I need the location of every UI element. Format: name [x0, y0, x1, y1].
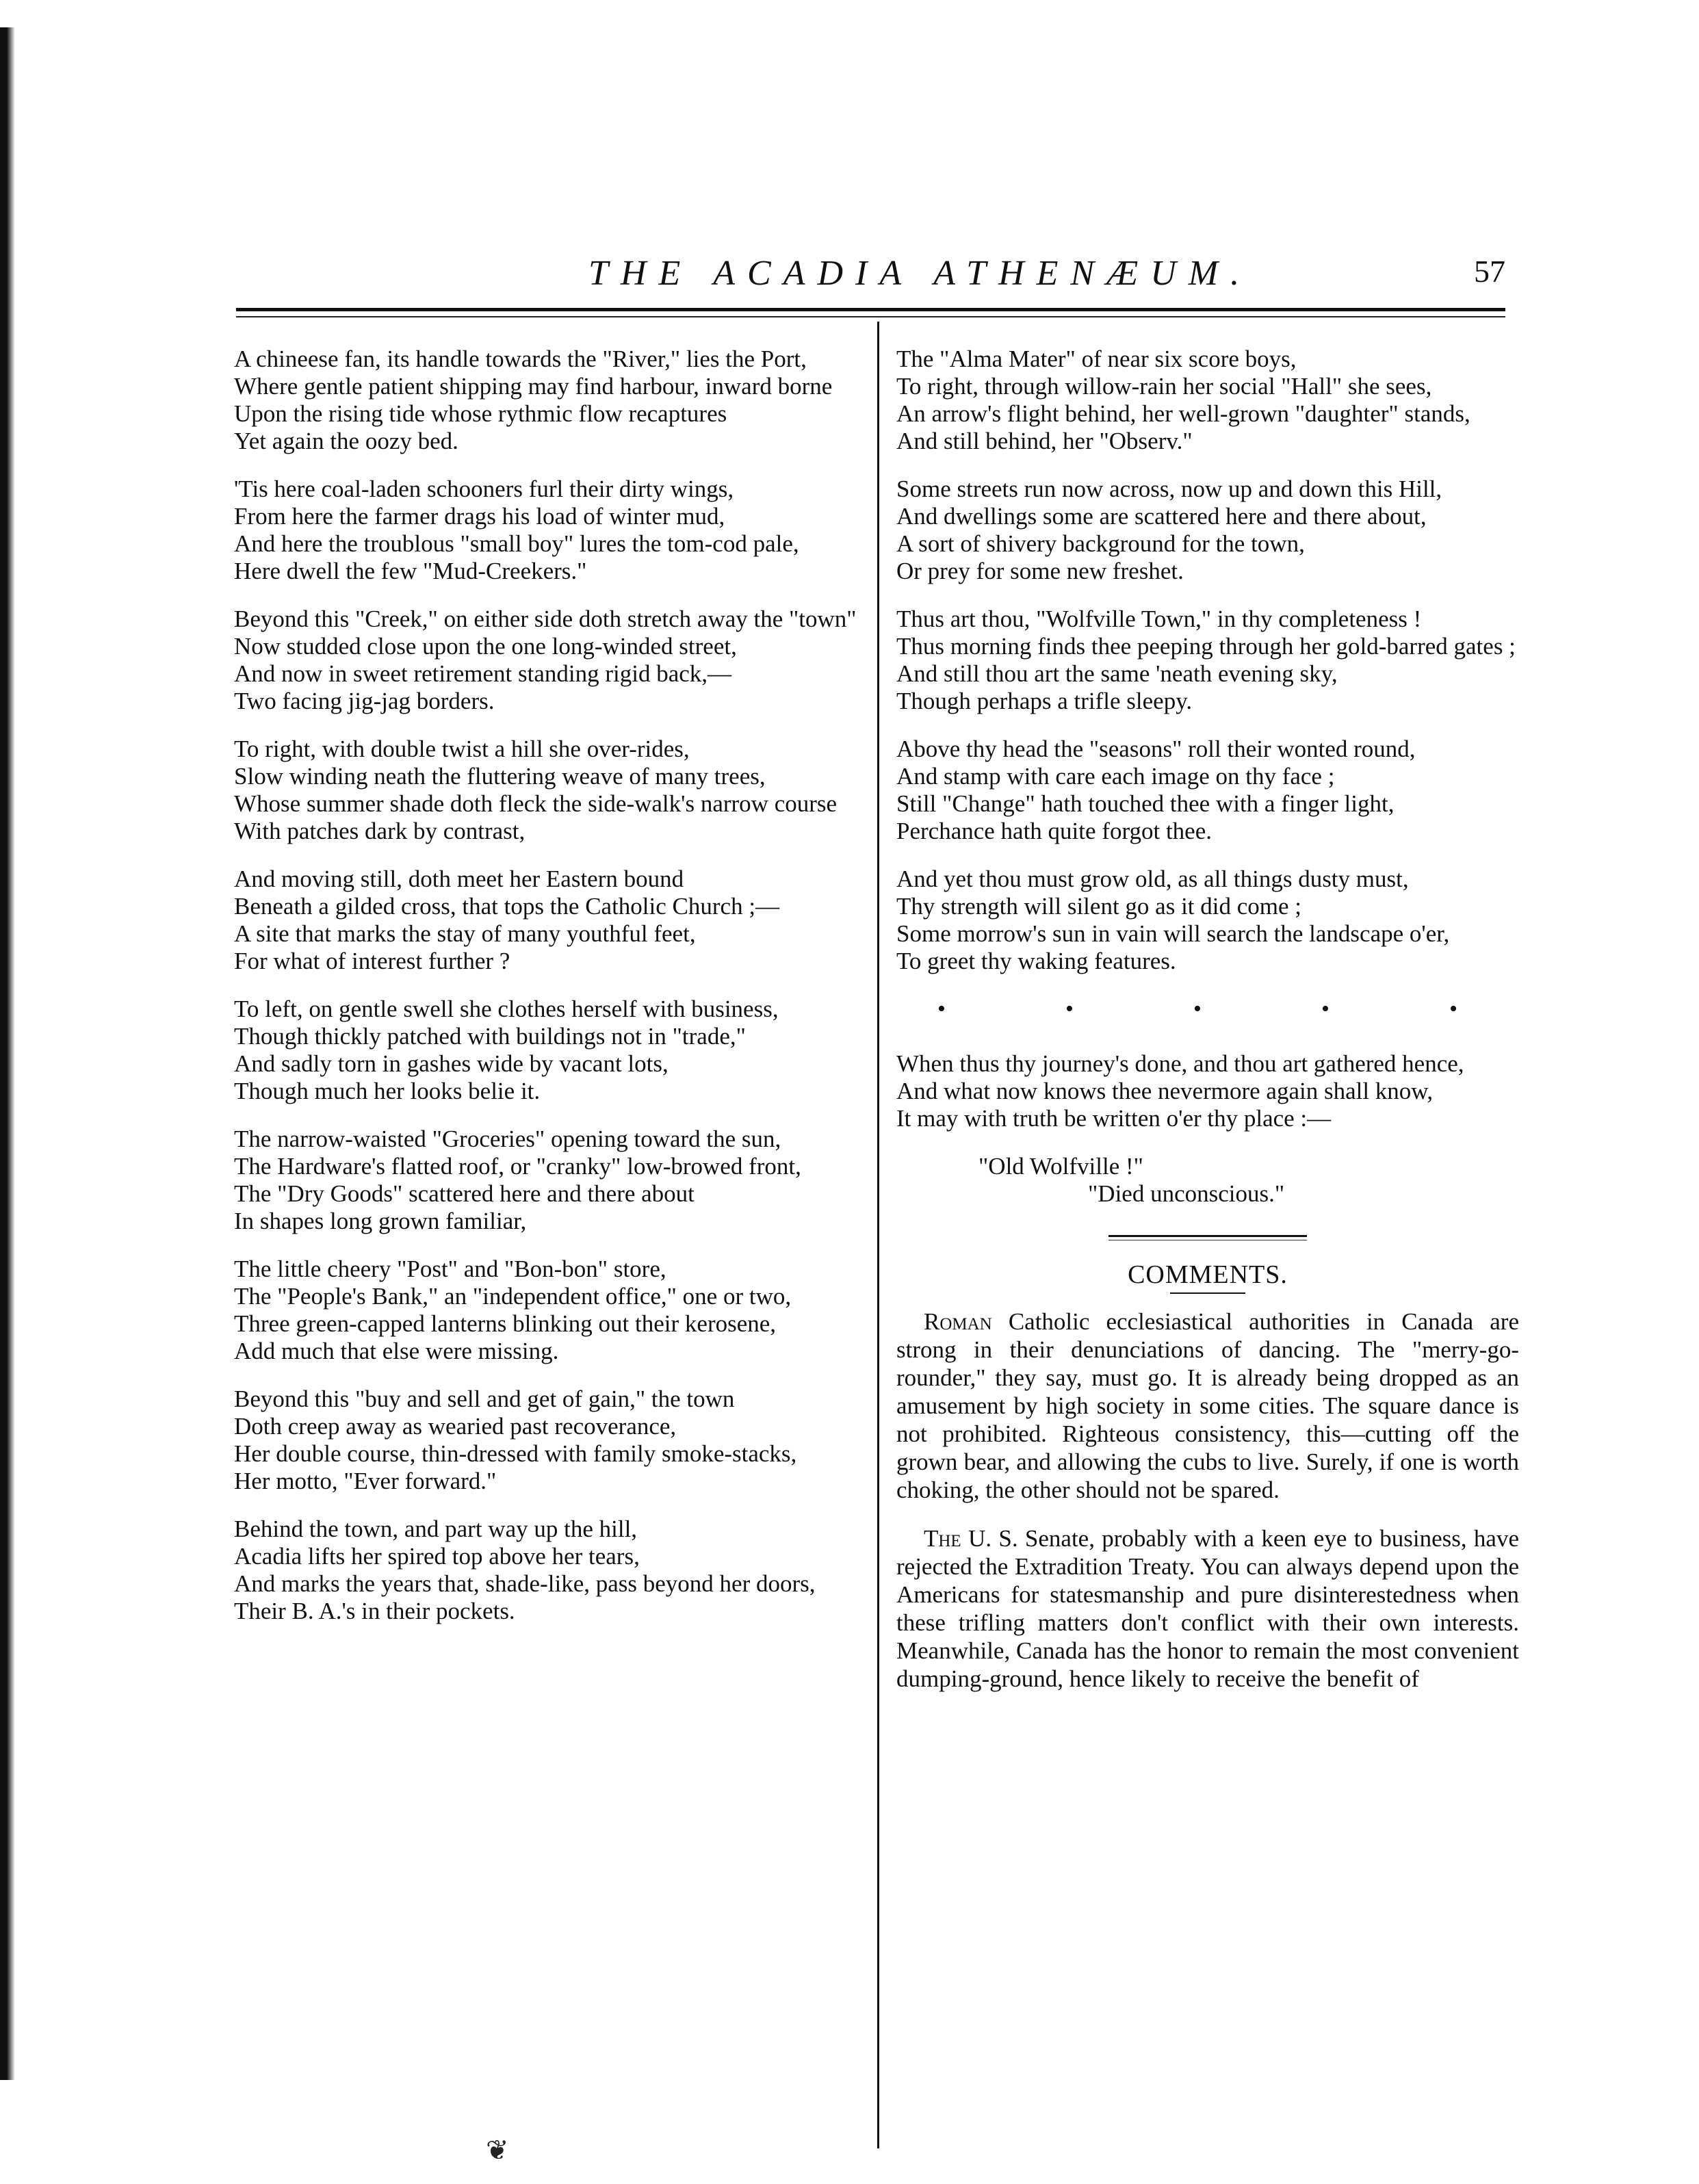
- comment-paragraph-1: [896, 1308, 1519, 1504]
- poem-line: Upon the rising tide whose rythmic flow recaptures: [234, 400, 727, 427]
- poem-stanza: [896, 736, 1519, 845]
- poem-stanza: [234, 866, 857, 975]
- poem-line: Thy strength will silent go as it did come ;: [896, 893, 1302, 920]
- poem-line: Thus morning finds thee peeping through her gold-barred gates ;: [896, 633, 1516, 660]
- poem-line: Doth creep away as wearied past recoverance,: [234, 1413, 677, 1440]
- poem-line: Acadia lifts her spired top above her tears,: [234, 1543, 640, 1570]
- poem-line: Perchance hath quite forgot thee.: [896, 818, 1212, 844]
- poem-line: And here the troublous "small boy" lures the tom-cod pale,: [234, 530, 799, 557]
- header-rule: [236, 308, 1505, 311]
- poem-line: The "Dry Goods" scattered here and there about: [234, 1180, 695, 1207]
- poem-line: Three green-capped lanterns blinking out their kerosene,: [234, 1310, 777, 1337]
- printer-ornament-icon: ❦: [486, 2135, 509, 2166]
- poem-line: To left, on gentle swell she clothes herself with business,: [234, 996, 779, 1022]
- running-title: THE ACADIA ATHENÆUM.: [588, 254, 1252, 293]
- comment-1-body: Catholic ecclesiastical authorities in Canada are strong in their denunciations of dancing. The "merry-go-rounder," they say, must go. It is already being dropped as an amusement by high society in some cities. The square dance is not prohibited. Righteous consistency, this—cutting off the grown bear, and allowing the cubs to live. Surely, if one is worth choking, the other should not be spared.: [896, 1308, 1519, 1503]
- poem-epitaph-line-1: "Old Wolfville !": [978, 1153, 1143, 1180]
- header-rule-thin: [236, 316, 1505, 317]
- poem-line: And dwellings some are scattered here and there about,: [896, 503, 1427, 530]
- page-number: 57: [1474, 254, 1505, 289]
- poem-line: Beyond this "buy and sell and get of gain," the town: [234, 1386, 735, 1412]
- comments-heading: COMMENTS.: [1128, 1260, 1288, 1289]
- poem-line: To right, through willow-rain her social "Hall" she sees,: [896, 373, 1432, 400]
- star-ornament: •: [1065, 996, 1074, 1022]
- poem-line: The Hardware's flatted roof, or "cranky" low-browed front,: [234, 1153, 801, 1180]
- poem-stanza: [896, 866, 1519, 975]
- poem-stanza: [234, 1256, 857, 1365]
- poem-line: Beneath a gilded cross, that tops the Catholic Church ;—: [234, 893, 780, 920]
- comment-2-body: U. S. Senate, probably with a keen eye to business, have rejected the Extradition Treaty. You can always depend upon the Americans for statesmanship and pure disinterestedness when these trifling matters don't conflict with their own interests. Meanwhile, Canada has the honor to remain the most convenient dumping-ground, hence likely to receive the benefit of: [896, 1525, 1519, 1692]
- poem-line: Yet again the oozy bed.: [234, 428, 458, 454]
- poem-line: From here the farmer drags his load of winter mud,: [234, 503, 725, 530]
- poem-stanza: [234, 736, 857, 845]
- poem-stanza: [896, 346, 1519, 455]
- poem-line: Some streets run now across, now up and down this Hill,: [896, 476, 1442, 502]
- poem-line: And still thou art the same 'neath evening sky,: [896, 660, 1338, 687]
- star-ornament: •: [1321, 996, 1330, 1022]
- poem-line: Or prey for some new freshet.: [896, 558, 1184, 584]
- poem-line: Her motto, "Ever forward.": [234, 1468, 497, 1494]
- poem-stanza: [234, 996, 857, 1105]
- poem-line: And still behind, her "Observ.": [896, 428, 1193, 454]
- comment-paragraph-2: [896, 1524, 1519, 1693]
- poem-line: And yet thou must grow old, as all things dusty must,: [896, 866, 1409, 892]
- poem-line: Here dwell the few "Mud-Creekers.": [234, 558, 587, 584]
- poem-epitaph-line-2: "Died unconscious.": [1088, 1180, 1285, 1207]
- poem-line: A sort of shivery background for the town,: [896, 530, 1305, 557]
- poem-stanza: [234, 1126, 857, 1235]
- poem-line: And now in sweet retirement standing rigid back,—: [234, 660, 732, 687]
- poem-line: Above thy head the "seasons" roll their wonted round,: [896, 736, 1416, 762]
- poem-stanza: [234, 346, 857, 455]
- page-header: [236, 253, 1505, 301]
- poem-line: Thus art thou, "Wolfville Town," in thy completeness !: [896, 606, 1422, 632]
- poem-line: To greet thy waking features.: [896, 948, 1176, 974]
- comments-heading-rule: [1170, 1292, 1245, 1294]
- poem-stanza: [234, 1516, 857, 1625]
- poem-line: Two facing jig-jag borders.: [234, 688, 495, 714]
- poem-line: Slow winding neath the fluttering weave of many trees,: [234, 763, 766, 790]
- poem-stanza: [896, 476, 1519, 585]
- poem-line: In shapes long grown familiar,: [234, 1208, 527, 1234]
- poem-line: And what now knows thee nevermore again shall know,: [896, 1078, 1434, 1104]
- poem-line: With patches dark by contrast,: [234, 818, 526, 844]
- left-column: [234, 346, 857, 1646]
- poem-line: Whose summer shade doth fleck the side-walk's narrow course: [234, 790, 838, 817]
- poem-line: And moving still, doth meet her Eastern bound: [234, 866, 684, 892]
- poem-line: Though thickly patched with buildings not in "trade,": [234, 1023, 746, 1050]
- poem-line: And sadly torn in gashes wide by vacant lots,: [234, 1050, 669, 1077]
- poem-line: Her double course, thin-dressed with family smoke-stacks,: [234, 1440, 797, 1467]
- poem-line: Beyond this "Creek," on either side doth stretch away the "town": [234, 606, 857, 632]
- poem-line: Now studded close upon the one long-winded street,: [234, 633, 737, 660]
- comment-2-lead: The: [924, 1525, 961, 1552]
- star-ornament: •: [1193, 996, 1202, 1022]
- poem-line: When thus thy journey's done, and thou art gathered hence,: [896, 1050, 1464, 1077]
- section-rule: [1108, 1235, 1307, 1237]
- poem-line: Though much her looks belie it.: [234, 1078, 541, 1104]
- poem-continuation: [896, 346, 1519, 975]
- poem-line: Add much that else were missing.: [234, 1338, 559, 1364]
- poem-line: The little cheery "Post" and "Bon-bon" store,: [234, 1256, 666, 1282]
- poem-line: And marks the years that, shade-like, pass beyond her doors,: [234, 1570, 816, 1597]
- poem-line: 'Tis here coal-laden schooners furl their dirty wings,: [234, 476, 734, 502]
- poem-line: Behind the town, and part way up the hill,: [234, 1516, 638, 1542]
- poem-line: For what of interest further ?: [234, 948, 510, 974]
- column-divider: [877, 322, 879, 2148]
- star-ornament: •: [937, 996, 946, 1022]
- poem-stanza: [234, 606, 857, 715]
- poem-line: The "People's Bank," an "independent office," one or two,: [234, 1283, 792, 1310]
- poem-line: A chineese fan, its handle towards the "River," lies the Port,: [234, 346, 807, 372]
- poem-stanza: [234, 476, 857, 585]
- poem-line: The "Alma Mater" of near six score boys,: [896, 346, 1297, 372]
- poem-line: Where gentle patient shipping may find harbour, inward borne: [234, 373, 833, 400]
- poem-line: Some morrow's sun in vain will search the landscape o'er,: [896, 920, 1450, 947]
- star-ornament: •: [1449, 996, 1457, 1022]
- poem-line: The narrow-waisted "Groceries" opening toward the sun,: [234, 1126, 781, 1152]
- section-break-stars: [937, 996, 1457, 1023]
- poem-line: And stamp with care each image on thy face ;: [896, 763, 1335, 790]
- poem-stanza: [896, 606, 1519, 715]
- poem-line: Still "Change" hath touched thee with a finger light,: [896, 790, 1395, 817]
- poem-line: Their B. A.'s in their pockets.: [234, 1598, 515, 1624]
- poem-line: Though perhaps a trifle sleepy.: [896, 688, 1193, 714]
- poem-stanza: [234, 1386, 857, 1495]
- poem-line: To right, with double twist a hill she over-rides,: [234, 736, 690, 762]
- poem-final-stanza: [896, 1050, 1519, 1132]
- poem-line: A site that marks the stay of many youthful feet,: [234, 920, 696, 947]
- poem-line: An arrow's flight behind, her well-grown "daughter" stands,: [896, 400, 1470, 427]
- scan-binding-edge: [0, 27, 16, 2080]
- right-column: [896, 346, 1519, 1713]
- poem-line: It may with truth be written o'er thy place :—: [896, 1105, 1332, 1132]
- comment-1-lead: Roman: [924, 1308, 992, 1335]
